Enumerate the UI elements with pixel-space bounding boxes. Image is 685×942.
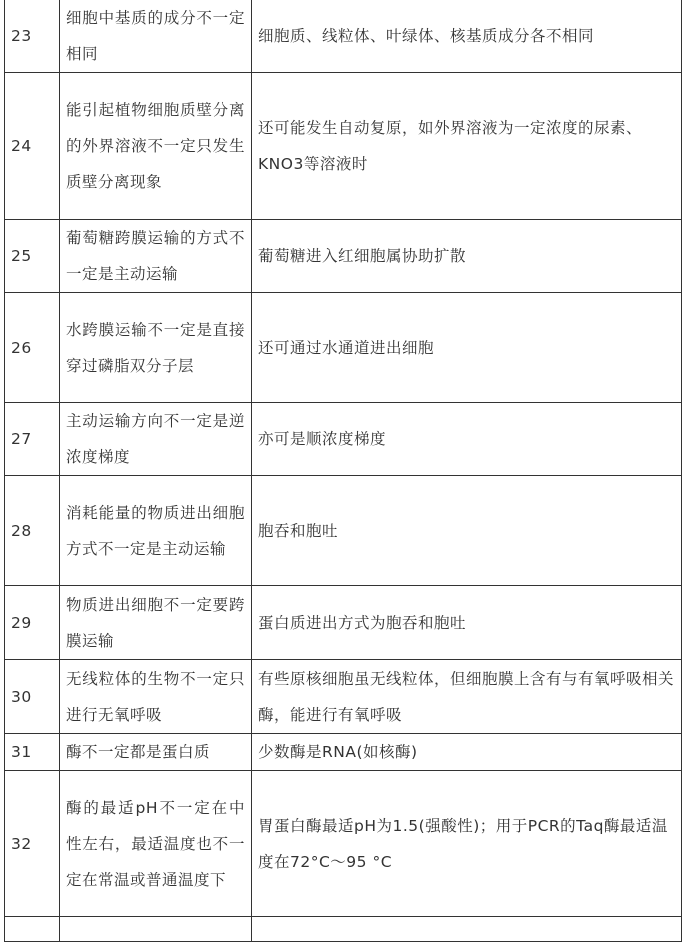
table-row	[5, 73, 682, 220]
statement-cell-empty	[60, 917, 252, 942]
row-number: 32	[5, 771, 60, 917]
statement-cell: 物质进出细胞不一定要跨膜运输	[60, 586, 252, 660]
row-number: 23	[5, 0, 60, 73]
explanation-cell: 蛋白质进出方式为胞吞和胞吐	[252, 586, 682, 660]
explanation-cell-empty	[252, 917, 682, 942]
explanation-cell: 细胞质、线粒体、叶绿体、核基质成分各不相同	[252, 0, 682, 73]
explanation-cell: 葡萄糖进入红细胞属协助扩散	[252, 220, 682, 293]
table-row	[5, 403, 682, 476]
explanation-cell: 有些原核细胞虽无线粒体，但细胞膜上含有与有氧呼吸相关酶，能进行有氧呼吸	[252, 660, 682, 734]
row-number: 29	[5, 586, 60, 660]
explanation-cell: 胞吞和胞吐	[252, 476, 682, 586]
statement-cell: 无线粒体的生物不一定只进行无氧呼吸	[60, 660, 252, 734]
row-number: 26	[5, 293, 60, 403]
table-row	[5, 220, 682, 293]
row-number-empty	[5, 917, 60, 942]
row-number: 28	[5, 476, 60, 586]
statement-cell: 消耗能量的物质进出细胞方式不一定是主动运输	[60, 476, 252, 586]
statement-cell: 酶的最适pH不一定在中性左右，最适温度也不一定在常温或普通温度下	[60, 771, 252, 917]
table-row	[5, 293, 682, 403]
table-row	[5, 476, 682, 586]
table-row	[5, 586, 682, 660]
table-row-partial	[5, 917, 682, 942]
statement-cell: 葡萄糖跨膜运输的方式不一定是主动运输	[60, 220, 252, 293]
table-row	[5, 660, 682, 734]
row-number: 27	[5, 403, 60, 476]
facts-table	[4, 0, 682, 942]
table-row	[5, 0, 682, 73]
explanation-cell: 还可能发生自动复原，如外界溶液为一定浓度的尿素、KNO3等溶液时	[252, 73, 682, 220]
row-number: 31	[5, 734, 60, 771]
row-number: 25	[5, 220, 60, 293]
explanation-cell: 还可通过水通道进出细胞	[252, 293, 682, 403]
statement-cell: 水跨膜运输不一定是直接穿过磷脂双分子层	[60, 293, 252, 403]
statement-cell: 主动运输方向不一定是逆浓度梯度	[60, 403, 252, 476]
explanation-cell: 少数酶是RNA(如核酶)	[252, 734, 682, 771]
row-number: 30	[5, 660, 60, 734]
statement-cell: 能引起植物细胞质壁分离的外界溶液不一定只发生质壁分离现象	[60, 73, 252, 220]
explanation-cell: 胃蛋白酶最适pH为1.5(强酸性)；用于PCR的Taq酶最适温度在72°C～95 °C	[252, 771, 682, 917]
table-row	[5, 771, 682, 917]
table-row	[5, 734, 682, 771]
statement-cell: 酶不一定都是蛋白质	[60, 734, 252, 771]
statement-cell: 细胞中基质的成分不一定相同	[60, 0, 252, 73]
row-number: 24	[5, 73, 60, 220]
explanation-cell: 亦可是顺浓度梯度	[252, 403, 682, 476]
